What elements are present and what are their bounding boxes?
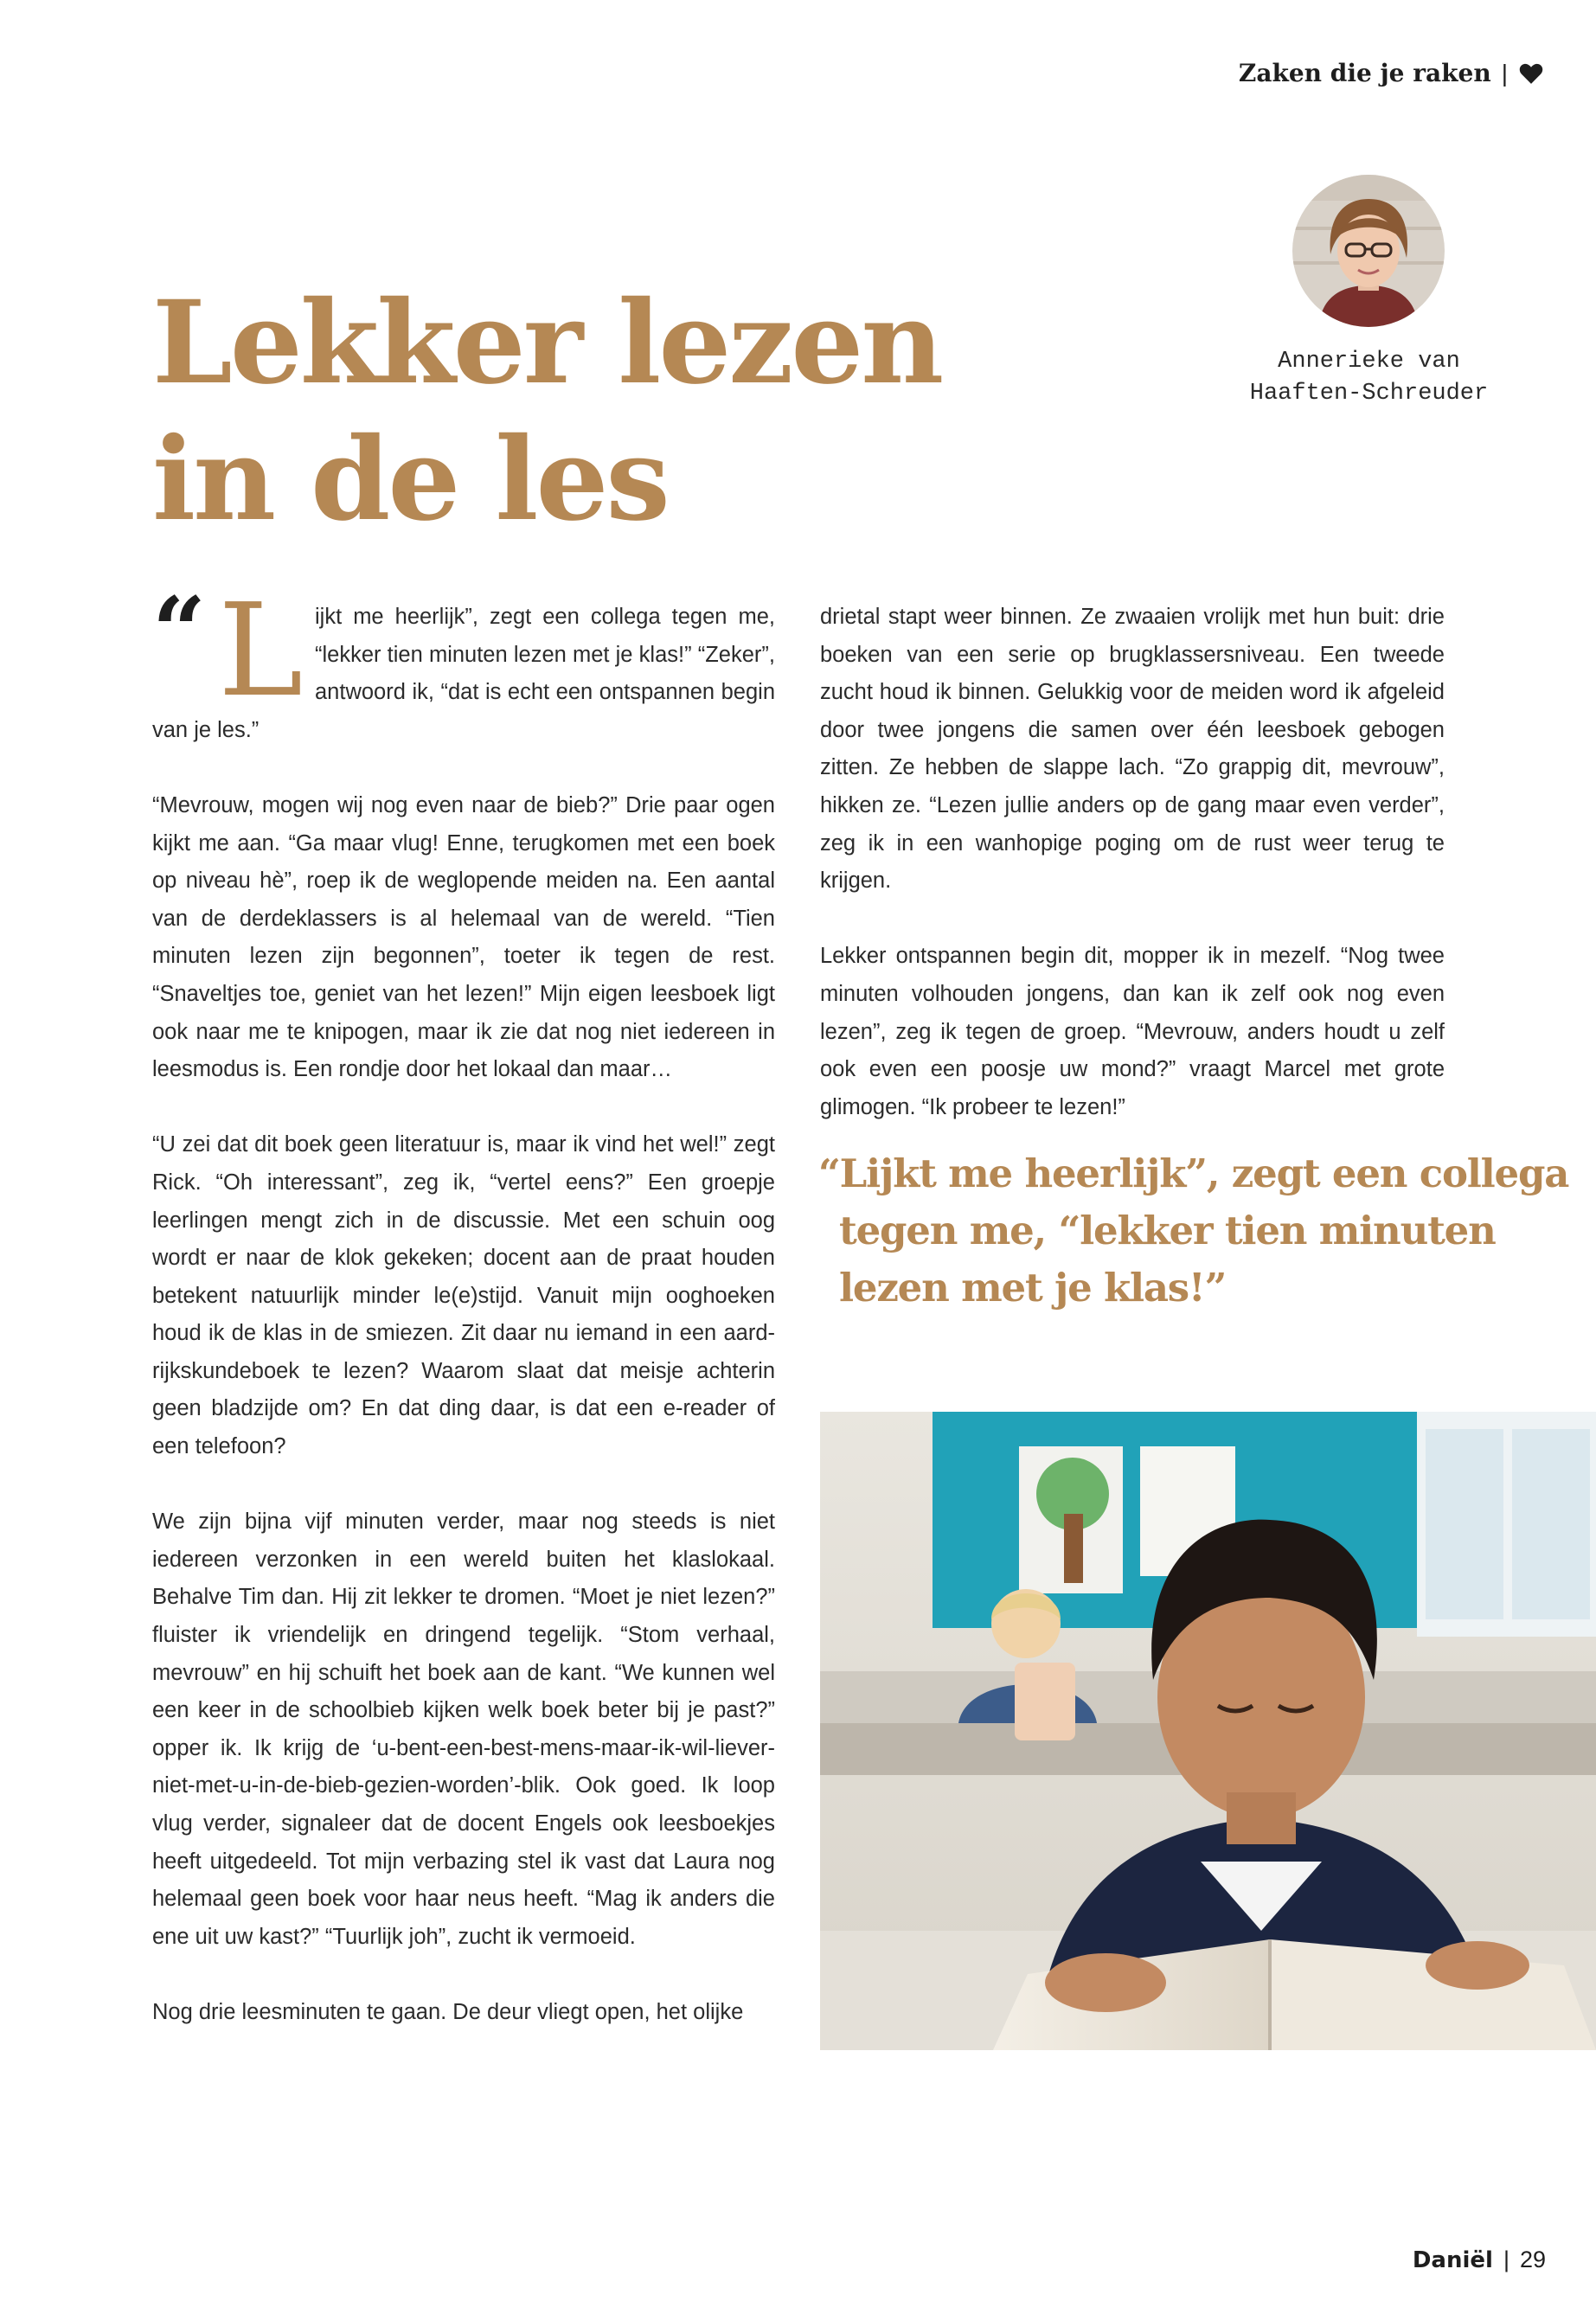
paragraph: “Mevrouw, mogen wij nog even naar de bieb?” Drie paar ogen kijkt me aan. “Ga maar vlug! Enne, terugkomen met een boek op niveau hè”, roep ik de weglopende meiden na. Een aantal van de derdeklassers is al helemaal van de wereld. “Tien minuten lezen zijn begonnen”, toeter ik tegen de rest. “Snaveltjes toe, geniet van het lezen!” Mijn eigen leesboek ligt ook naar me te knipogen, maar ik zie dat nog niet iedereen in leesmodus is. Een rondje door het lokaal dan maar… xyxy=(152,792,775,1082)
pull-quote xyxy=(818,1145,1569,1317)
heart-icon xyxy=(1518,61,1544,87)
section-label xyxy=(1239,59,1544,87)
paragraph xyxy=(152,576,775,749)
drop-cap-letter: L xyxy=(218,576,304,725)
title-line-1: Lekker lezen xyxy=(152,276,942,410)
paragraph: Lekker ontspannen begin dit, mopper ik in mezelf. “Nog twee minuten volhouden jongens, dan kan ik zelf ook nog even lezen”, zeg ik tegen de groep. “Mevrouw, anders houdt u zelf ook even een poosje uw mond?” vraagt Marcel met grote glimogen. “Ik probeer te lezen!” xyxy=(820,944,1445,1119)
page-footer xyxy=(1413,2247,1546,2273)
article-title xyxy=(152,275,941,548)
page-number: 29 xyxy=(1519,2247,1546,2272)
magazine-name: Daniël xyxy=(1412,2247,1493,2273)
paragraph: We zijn bijna vijf minuten verder, maar nog steeds is niet iedereen verzonken in een wereld buiten het klaslokaal. Behalve Tim dan. Hij zit lekker te dromen. “Moet je niet lezen?” fluister ik vriendelijk en dringend tegelijk. “Stom verhaal, mevrouw” en hij schuift het boek aan de kant. “We kunnen wel een keer in de schoolbieb kijken welk boek beter bij je past?” opper ik. Ik krijg de ‘u-bent-een-best-mens-maar-ik-wil-liever-niet-met-u-in-de-bieb-gezien-worden’-blik. Ook goed. Ik loop vlug verder, signaleer dat de docent Engels ook leesboekjes heeft uitgedeeld. Tot mijn verbazing stel ik vast dat Laura nog helemaal geen boek voor haar neus heeft. “Mag ik anders die ene uit uw kast?” “Tuurlijk joh”, zucht ik vermoeid. xyxy=(152,1509,775,1949)
body-column-right xyxy=(820,599,1445,1164)
pull-quote-line-2: tegen me, “lekker tien minuten xyxy=(839,1208,1496,1253)
section-name: Zaken die je raken xyxy=(1238,59,1491,87)
paragraph: Nog drie leesminuten te gaan. De deur vliegt open, het olijke xyxy=(152,1999,744,2024)
title-line-2: in de les xyxy=(152,413,668,547)
drop-cap-quote-mark: “ xyxy=(152,577,207,686)
paragraph: drietal stapt weer binnen. Ze zwaaien vrolijk met hun buit: drie boeken van een serie op brugklassersniveau. Een tweede zucht houd ik binnen. Gelukkig voor de meiden word ik afgeleid door twee jongens die samen over één leesboek gebogen zitten. Ze hebben de slappe lach. “Zo grappig dit, mevrouw”, hikken ze. “Lezen jullie anders op de gang maar even verder”, zeg ik in een wanhopige poging om de rust weer terug te krijgen. xyxy=(820,605,1445,894)
author-name-line-2: Haaften-Schreuder xyxy=(1249,381,1489,407)
author-name-line-1: Annerieke van xyxy=(1278,349,1460,375)
author-name xyxy=(1211,346,1527,410)
paragraph-text: ijkt me heerlijk”, zegt een collega tegen me, “lekker tien minuten lezen met je klas!” “Zeker”, antwoord ik, “dat is echt een ontspannen begin van je les.” xyxy=(152,605,775,742)
author-photo xyxy=(1292,175,1445,327)
body-column-left xyxy=(152,576,775,2069)
header-separator: | xyxy=(1501,59,1508,87)
classroom-photo xyxy=(820,1412,1596,2050)
pull-quote-line-3: lezen met je klas!” xyxy=(839,1265,1227,1311)
paragraph: “U zei dat dit boek geen literatuur is, maar ik vind het wel!” zegt Rick. “Oh interessant”, zeg ik, “vertel eens?” Een groepje leerlingen mengt zich in de discussie. Met een schuin oog wordt er naar de klok gekeken; docent aan de praat houden betekent natuurlijk minder le(e)stijd. Vanuit mijn ooghoeken houd ik de klas in de smiezen. Zit daar nu iemand in een aardrijkskundeboek te lezen? Waarom slaat dat meisje achterin geen bladzijde om? En dat ding daar, is dat een e-reader of een telefoon? xyxy=(152,1132,775,1459)
footer-separator: | xyxy=(1503,2247,1509,2272)
drop-cap xyxy=(152,576,308,725)
pull-quote-line-1: “Lijkt me heerlijk”, zegt een collega xyxy=(818,1150,1569,1196)
